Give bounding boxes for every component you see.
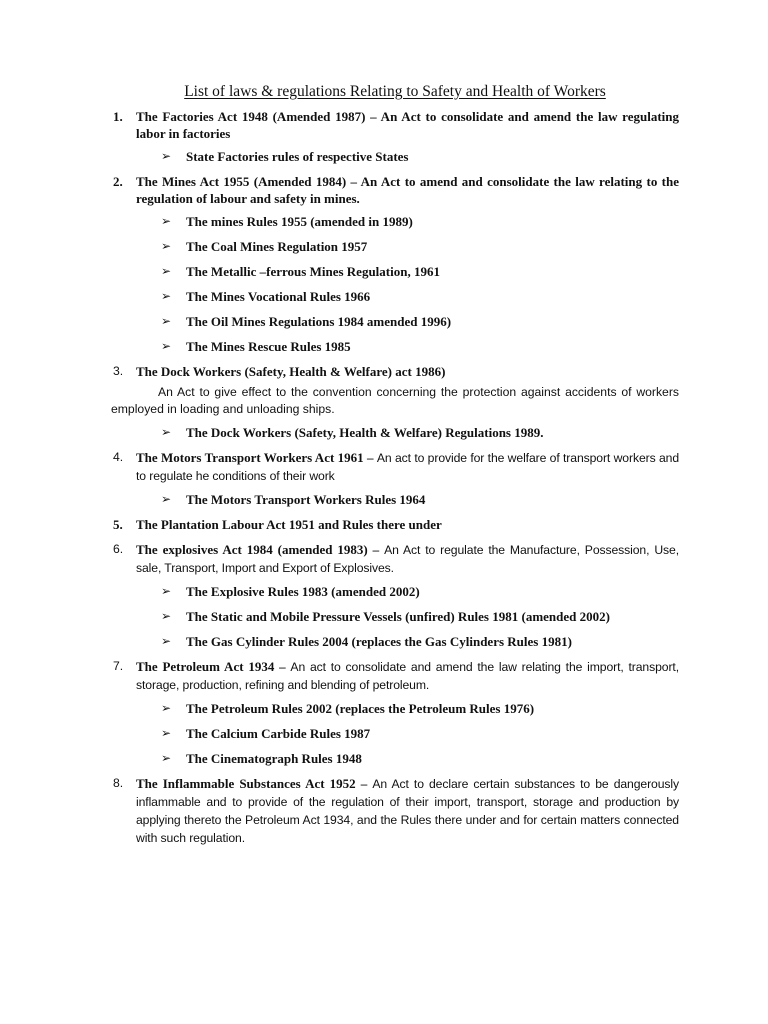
arrow-bullet-icon: ➢ bbox=[161, 214, 172, 228]
sub-item: ➢ The Calcium Carbide Rules 1987 bbox=[161, 726, 371, 741]
law-item-3 bbox=[111, 363, 679, 441]
arrow-bullet-icon: ➢ bbox=[161, 314, 172, 328]
law-item-2 bbox=[111, 173, 679, 355]
law-description: An Act to regulate the Manufacture, Possession, Use, sale, Transport, Import and Export of Explosives. bbox=[136, 543, 679, 575]
sub-item: ➢ The Mines Rescue Rules 1985 bbox=[161, 339, 351, 354]
item-number: 1. bbox=[113, 109, 123, 124]
document-body bbox=[111, 82, 679, 855]
sub-item: ➢ State Factories rules of respective States bbox=[161, 149, 409, 164]
arrow-bullet-icon: ➢ bbox=[161, 149, 172, 163]
document-title: List of laws & regulations Relating to Safety and Health of Workers bbox=[184, 83, 606, 100]
arrow-bullet-icon: ➢ bbox=[161, 726, 172, 740]
sub-item: ➢ The Petroleum Rules 2002 (replaces the Petroleum Rules 1976) bbox=[161, 701, 535, 716]
sub-item: ➢ The Motors Transport Workers Rules 1964 bbox=[161, 492, 426, 507]
item-number: 4. bbox=[113, 450, 124, 464]
item-number: 6. bbox=[113, 542, 124, 556]
item-number: 5. bbox=[113, 517, 123, 532]
arrow-bullet-icon: ➢ bbox=[161, 751, 172, 765]
law-title: The Inflammable Substances Act 1952 – bbox=[136, 776, 368, 791]
law-item-1 bbox=[111, 108, 679, 165]
sub-list bbox=[136, 491, 679, 508]
arrow-bullet-icon: ➢ bbox=[161, 239, 172, 253]
law-item-8 bbox=[111, 775, 679, 847]
sub-item: ➢ The Metallic –ferrous Mines Regulation, 1961 bbox=[161, 264, 440, 279]
sub-item: ➢ The mines Rules 1955 (amended in 1989) bbox=[161, 214, 413, 229]
arrow-bullet-icon: ➢ bbox=[161, 492, 172, 506]
arrow-bullet-icon: ➢ bbox=[161, 701, 172, 715]
law-title: The Plantation Labour Act 1951 and Rules there under bbox=[136, 517, 442, 532]
arrow-bullet-icon: ➢ bbox=[161, 425, 172, 439]
item-number: 2. bbox=[113, 174, 123, 189]
sub-list bbox=[136, 700, 679, 767]
sub-item: ➢ The Oil Mines Regulations 1984 amended 1996) bbox=[161, 314, 452, 329]
sub-list bbox=[136, 424, 679, 441]
law-title: The Motors Transport Workers Act 1961 – bbox=[136, 450, 374, 465]
sub-list bbox=[136, 148, 679, 165]
item-number: 7. bbox=[113, 659, 124, 673]
sub-item: ➢ The Dock Workers (Safety, Health & Welfare) Regulations 1989. bbox=[161, 425, 544, 440]
arrow-bullet-icon: ➢ bbox=[161, 339, 172, 353]
sub-item: ➢ The Cinematograph Rules 1948 bbox=[161, 751, 362, 766]
arrow-bullet-icon: ➢ bbox=[161, 584, 172, 598]
law-description: An Act to declare certain substances to be dangerously inflammable and to provide of the regulation of their import, transport, storage and production by applying thereto the Petroleum Act 1934, and the Rules there under and for certain matters connected with such regulation. bbox=[136, 777, 679, 845]
item-number: 3. bbox=[113, 364, 124, 378]
law-description: An Act to give effect to the convention concerning the protection against accidents of workers employed in loading and unloading ships. bbox=[111, 385, 679, 416]
arrow-bullet-icon: ➢ bbox=[161, 289, 172, 303]
law-title: The Factories Act 1948 (Amended 1987) – An Act to consolidate and amend the law regulating labor in factories bbox=[136, 109, 679, 141]
law-title: The Dock Workers (Safety, Health & Welfare) act 1986) bbox=[136, 364, 446, 379]
law-title: The explosives Act 1984 (amended 1983) – bbox=[136, 542, 380, 557]
sub-item: ➢ The Static and Mobile Pressure Vessels (unfired) Rules 1981 (amended 2002) bbox=[161, 609, 610, 624]
law-item-4 bbox=[111, 449, 679, 508]
arrow-bullet-icon: ➢ bbox=[161, 634, 172, 648]
sub-item: ➢ The Coal Mines Regulation 1957 bbox=[161, 239, 368, 254]
sub-list bbox=[136, 213, 679, 355]
law-description: An act to consolidate and amend the law relating the import, transport, storage, production, refining and blending of petroleum. bbox=[136, 660, 679, 692]
law-title: The Petroleum Act 1934 – bbox=[136, 659, 286, 674]
sub-list bbox=[136, 583, 679, 650]
item-number: 8. bbox=[113, 776, 124, 790]
law-item-7 bbox=[111, 658, 679, 767]
sub-item: ➢ The Mines Vocational Rules 1966 bbox=[161, 289, 371, 304]
arrow-bullet-icon: ➢ bbox=[161, 609, 172, 623]
arrow-bullet-icon: ➢ bbox=[161, 264, 172, 278]
law-title: The Mines Act 1955 (Amended 1984) – An Act to amend and consolidate the law relating to the regulation of labour and safety in mines. bbox=[136, 174, 679, 206]
law-item-6 bbox=[111, 541, 679, 650]
law-item-5 bbox=[111, 516, 679, 533]
sub-item: ➢ The Gas Cylinder Rules 2004 (replaces the Gas Cylinders Rules 1981) bbox=[161, 634, 572, 649]
sub-item: ➢ The Explosive Rules 1983 (amended 2002) bbox=[161, 584, 420, 599]
law-description: An act to provide for the welfare of transport workers and to regulate he conditions of their work bbox=[136, 451, 679, 483]
